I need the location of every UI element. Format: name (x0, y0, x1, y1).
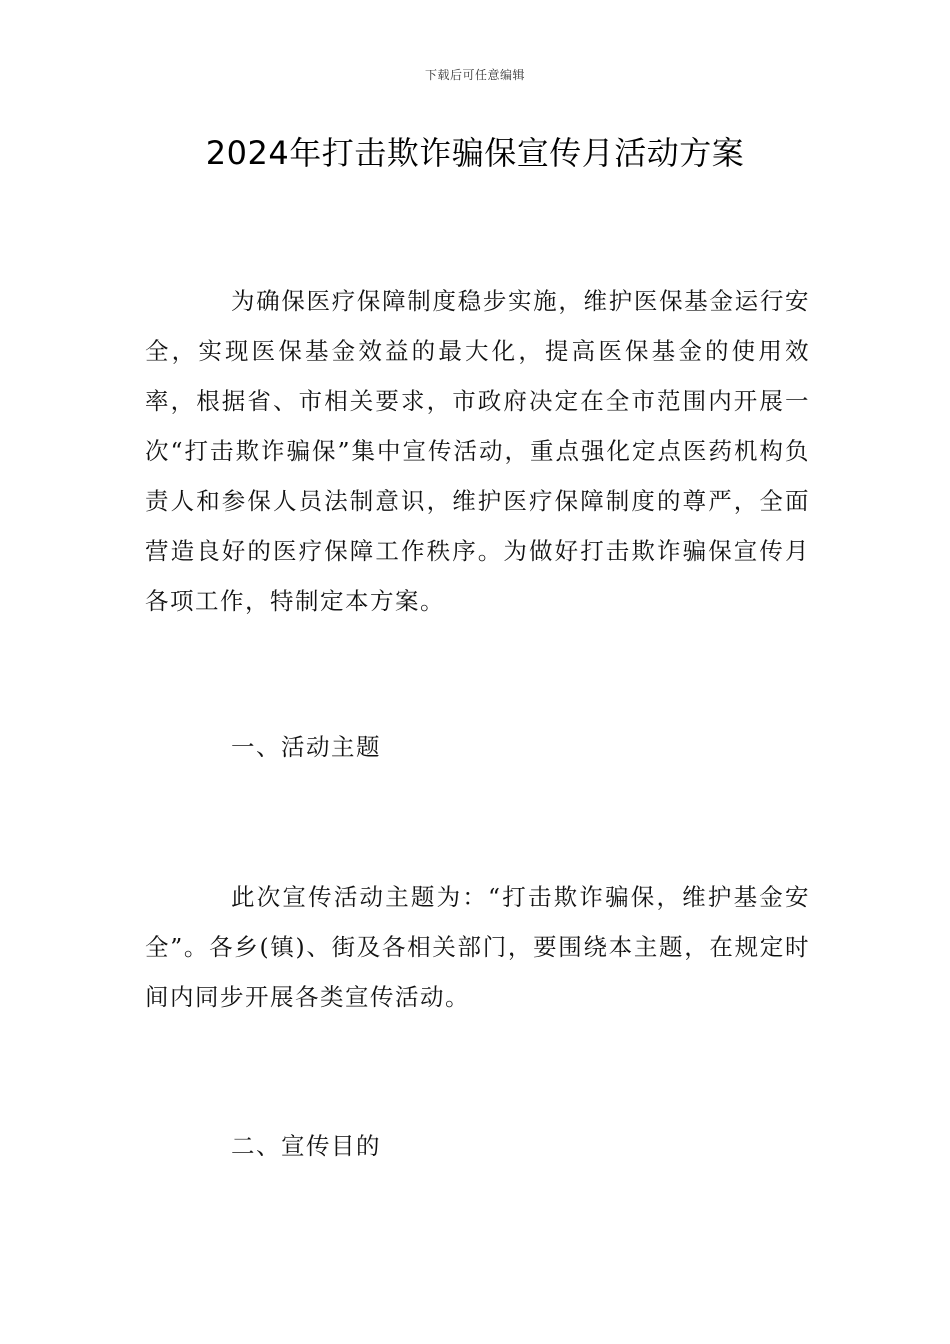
header-note: 下载后可任意编辑 (424, 68, 525, 82)
intro-paragraph: 为确保医疗保障制度稳步实施，维护医保基金运行安全，实现医保基金效益的最大化，提高医保基金的使用效率，根据省、市相关要求，市政府决定在全市范围内开展一次“打击欺诈骗保”集中宣传活动，重点强化定点医药机构负责人和参保人员法制意识，维护医疗保障制度的尊严，全面营造良好的医疗保障工作秩序。为做好打击欺诈骗保宣传月各项工作，特制定本方案。 (145, 287, 810, 615)
section-heading-theme: 一、活动主题 (231, 733, 381, 761)
section-heading-purpose: 二、宣传目的 (231, 1132, 381, 1160)
section-body-theme: 此次宣传活动主题为：“打击欺诈骗保，维护基金安全”。各乡(镇)、街及各相关部门，要围绕本主题，在规定时间内同步开展各类宣传活动。 (145, 883, 810, 1011)
document-title: 2024年打击欺诈骗保宣传月活动方案 (205, 134, 745, 172)
